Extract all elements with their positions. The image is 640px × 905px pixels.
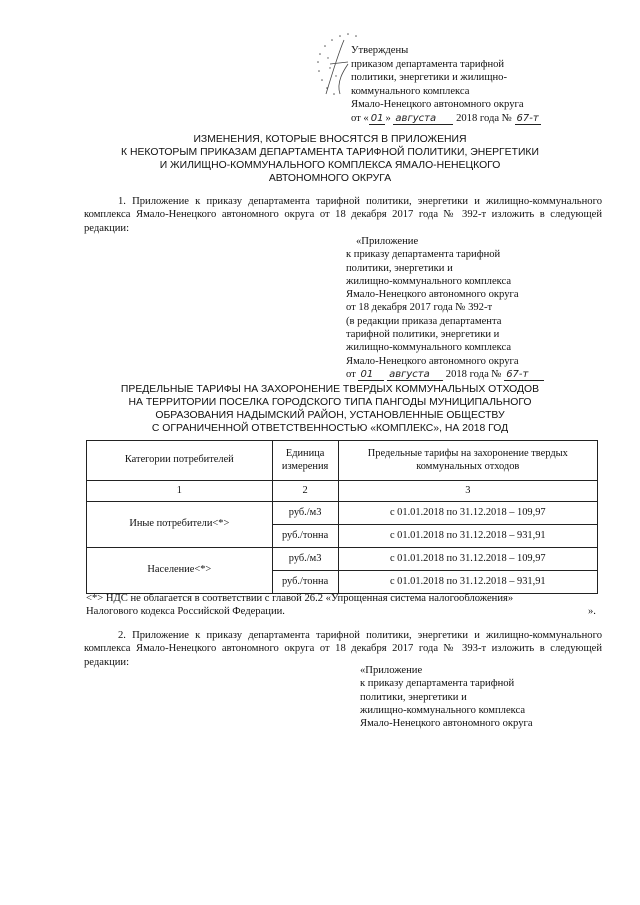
date-year-text: 2018 года № — [445, 368, 502, 380]
tariff-title-line: НА ТЕРРИТОРИИ ПОСЕЛКА ГОРОДСКОГО ТИПА ПАНГОДЫ МУНИЦИПАЛЬНОГО — [128, 397, 532, 408]
header-cell: Единица измерения — [272, 441, 338, 481]
title-line: АВТОНОМНОГО ОКРУГА — [268, 173, 392, 184]
appendix-line: Ямало-Ненецкого автономного округа — [346, 355, 519, 367]
approval-line: Ямало-Ненецкого автономного округа — [351, 99, 524, 110]
handwritten-day: 01 — [370, 112, 384, 124]
date-prefix: от — [346, 368, 356, 380]
category-cell: Население<*> — [87, 548, 273, 594]
item-1-paragraph — [84, 195, 602, 235]
title-line: К НЕКОТОРЫМ ПРИКАЗАМ ДЕПАРТАМЕНТА ТАРИФНОЙ ПОЛИТИКИ, ЭНЕРГЕТИКИ — [121, 147, 539, 158]
tariff-cell: с 01.01.2018 по 31.12.2018 – 109,97 — [338, 502, 597, 525]
approval-date-line — [351, 112, 541, 126]
tariff-cell: с 01.01.2018 по 31.12.2018 – 109,97 — [338, 548, 597, 571]
approval-line: политики, энергетики и жилищно- — [351, 72, 507, 83]
tariff-cell: с 01.01.2018 по 31.12.2018 – 931,91 — [338, 525, 597, 548]
date-quote: » — [385, 112, 391, 124]
handwritten-order-number: 67-т — [516, 112, 539, 124]
approval-line: коммунального комплекса — [351, 85, 470, 97]
handwritten-month: августа — [387, 369, 443, 381]
unit-cell: руб./тонна — [272, 571, 338, 594]
footnote-closing-quote: ». — [588, 606, 596, 617]
item-2-paragraph — [84, 629, 602, 669]
document-title — [60, 133, 600, 185]
appendix-line: «Приложение — [356, 236, 419, 247]
appendix-line: политики, энергетики и — [346, 262, 453, 274]
title-line: И ЖИЛИЩНО-КОММУНАЛЬНОГО КОМПЛЕКСА ЯМАЛО-НЕНЕЦКОГО — [159, 160, 501, 171]
category-cell: Иные потребители<*> — [87, 502, 273, 548]
approval-line: Утверждены — [351, 45, 409, 56]
appendix-line: Ямало-Ненецкого автономного округа — [346, 289, 519, 301]
header-cell: Категории потребителей — [87, 441, 273, 481]
item-2-text: 2. Приложение к приказу департамента тарифной политики, энергетики и жилищно-коммунального комплекса Ямало-Ненецкого автономного округа от 18 декабря 2017 года № 393-т изложить в следующей редакции: — [84, 630, 602, 668]
appendix-line: «Приложение — [360, 665, 423, 676]
appendix-line: политики, энергетики и — [360, 691, 467, 703]
tariff-cell: с 01.01.2018 по 31.12.2018 – 931,91 — [338, 571, 597, 594]
number-cell: 2 — [272, 481, 338, 502]
unit-cell: руб./м3 — [272, 548, 338, 571]
number-cell: 3 — [338, 481, 597, 502]
handwritten-order-number: 67-т — [504, 369, 544, 381]
table-row — [87, 548, 598, 571]
footnote-line-1: <*> НДС не облагается в соответствии с главой 26.2 «Упрощенная система налогообложения» — [86, 593, 514, 604]
table-row — [87, 502, 598, 525]
tariff-title — [60, 383, 600, 435]
table-header-row — [87, 441, 598, 481]
tariff-title-line: ПРЕДЕЛЬНЫЕ ТАРИФЫ НА ЗАХОРОНЕНИЕ ТВЕРДЫХ КОММУНАЛЬНЫХ ОТХОДОВ — [120, 384, 540, 395]
tariff-title-line: С ОГРАНИЧЕННОЙ ОТВЕТСТВЕННОСТЬЮ «КОМПЛЕКС», НА 2018 ГОД — [151, 423, 509, 434]
appendix-line: жилищно-коммунального комплекса — [360, 704, 526, 716]
appendix-line: от 18 декабря 2017 года № 392-т — [346, 302, 493, 314]
date-prefix: от « — [351, 112, 369, 124]
approval-block — [351, 44, 541, 125]
appendix-line: тарифной политики, энергетики и — [346, 329, 500, 341]
appendix-date-line — [346, 368, 544, 381]
header-cell: Предельные тарифы на захоронение твердых коммунальных отходов — [338, 441, 597, 481]
appendix-line: к приказу департамента тарифной — [360, 678, 515, 690]
unit-cell: руб./тонна — [272, 525, 338, 548]
appendix-line: жилищно-коммунального комплекса — [346, 275, 512, 287]
appendix-line: к приказу департамента тарифной — [346, 249, 501, 261]
unit-cell: руб./м3 — [272, 502, 338, 525]
tariff-title-line: ОБРАЗОВАНИЯ НАДЫМСКИЙ РАЙОН, УСТАНОВЛЕННЫЕ ОБЩЕСТВУ — [155, 410, 505, 421]
handwritten-day: 01 — [358, 369, 384, 381]
number-cell: 1 — [87, 481, 273, 502]
item-1-text: 1. Приложение к приказу департамента тарифной политики, энергетики и жилищно-коммунального комплекса Ямало-Ненецкого автономного округа от 18 декабря 2017 года № 392-т изложить в следующей редакции: — [84, 196, 602, 234]
title-line: ИЗМЕНЕНИЯ, КОТОРЫЕ ВНОСЯТСЯ В ПРИЛОЖЕНИЯ — [193, 134, 467, 145]
appendix-line: (в редакции приказа департамента — [346, 315, 502, 327]
appendix-2-block — [360, 664, 533, 730]
approval-line: приказом департамента тарифной — [351, 58, 505, 70]
tariff-table — [86, 440, 598, 594]
appendix-line: Ямало-Ненецкого автономного округа — [360, 718, 533, 730]
appendix-1-block — [346, 235, 544, 381]
footnote-line-2: Налогового кодекса Российской Федерации. — [86, 606, 285, 617]
appendix-line: жилищно-коммунального комплекса — [346, 342, 512, 354]
handwritten-month: августа — [393, 113, 453, 125]
table-number-row — [87, 481, 598, 502]
date-year-text: 2018 года № — [456, 112, 512, 124]
